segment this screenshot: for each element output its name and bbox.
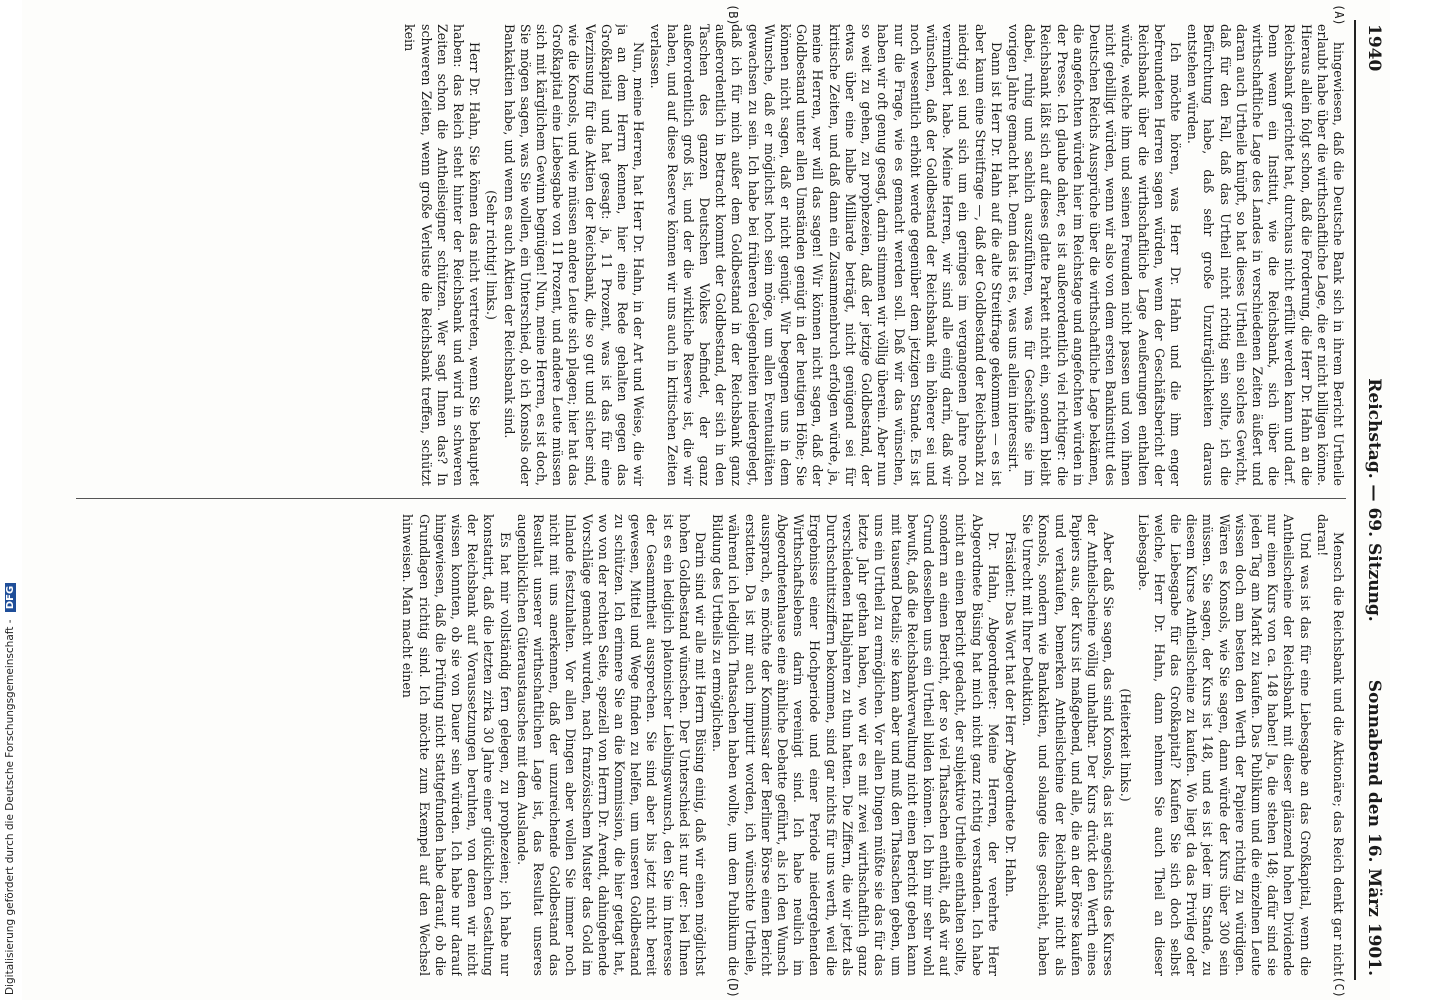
session-title: Reichstag. — 69. Sitzung. [1364,378,1384,622]
credit-text: Digitalisierung gefördert durch die Deutsche Forschungsgemeinschaft - [4,619,16,995]
page-content [65,4,1390,998]
paragraph: hingewiesen, daß die Deutsche Bank sich in ihrem Bericht Urtheile erlaubt habe über die wirthschaftliche Lage, die er nicht billigen könne. Hieraus allein folgt schon, daß die Forderung, die Herr Dr. Hahn an die Reichsbank gerichtet hat, durchaus nicht erfüllt werden kann und darf. Denn wenn ein Institut, wie die Reichsbank, sich über die wirthschaftliche Lage des Landes in verschiedenen Zeiten äußert und daran auch Urtheile knüpft, so hat dieses Urtheil ein solches Gewicht, daß für den Fall, daß das Urtheil nicht richtig sein sollte, ich die Befürchtung habe, daß sehr große Unzuträglichkeiten daraus entstehen würden. [1185,24,1346,486]
margin-marker-a: (A) [1332,4,1346,26]
paragraph: Ich möchte hören, was Herr Dr. Hahn und die ihm enger befreundeten Herren sagen würden, wenn der Geschäftsbericht der Reichsbank über die wirthschaftliche Lage Aeußerungen enthalten würde, welche ihm und seinen Freunden nicht passen und von ihnen nicht gebilligt würden, wenn wir also von dem ersten Bankinstitut des Deutschen Reichs Aussprüche über die wirthschaftliche Lage bekämen, die angefochten würden hier im Reichstage und angefochten würden in der Presse. Ich glaube daher, es ist außerordentlich viel richtiger: die Reichsbank läßt sich auf dieses glatte Parkett nicht ein, sondern bleibt dabei, ruhig und sachlich auszuführen, was für Geschäfte sie im vorigen Jahre gemacht hat. Denn das ist es, was uns allein interessirt. [1005,24,1183,486]
dfg-logo-icon: DFG [5,583,16,612]
margin-marker-c: (C) [1332,976,1346,998]
speaker-announcement: Präsident: Das Wort hat der Herr Abgeordnete Dr. Hahn. [1002,532,1018,897]
paragraph: Aber daß Sie sagen, das sind Konsols, das ist angesichts des Kurses der Antheilscheine völlig unhaltbar. Der Kurs drückt den Werth eines Papiers aus, der Kurs ist maßgebend, und alle, die an der Börse kaufen und verkaufen, bemerken Antheilscheine der Reichsbank nicht als Konsols, sondern wie Bankaktien, und solange dies geschieht, haben Sie Unrecht mit Ihrer Deduktion. [1020,514,1117,976]
session-date: Sonnabend den 16. März 1901. [1364,679,1384,976]
page-header [1354,20,1390,980]
right-column [76,514,1346,976]
left-column [76,24,1346,486]
paragraph: Dann ist Herr Dr. Hahn auf die alte Streitfrage gekommen — es ist aber kaum eine Streitfrage —, daß der Goldbestand der Reichsbank zu niedrig sei und sich um ein geringes im vergangenen Jahre noch vermindert habe. Meine Herren, wir sind alle einig darin, daß wir wünschen, daß der Goldbestand der Reichsbank ein höherer sei und noch wesentlich erhöht werde gegenüber dem jetzigen Stande. Es ist nur die Frage, wie es gemacht werden soll. Daß wir das wünschen, haben wir oft genug gesagt, darin stimmen wir völlig überein. Aber nun so weit zu gehen, zu prophezeien, daß der jetzige Goldbestand, der etwas über eine halbe Milliarde beträgt, nicht genügend sei für kritische Zeiten, und daß dann ein Zusammenbruch erfolgen würde, ja, meine Herren, wer will das sagen! Wir können nicht sagen, daß der Goldbestand unter allen Umständen genügt in der heutigen Höhe; Sie können nicht sagen, daß er nicht genügt. Wir begegnen uns in dem Wunsche, daß er möglichst hoch sein möge, um allen Eventualitäten gewachsen zu sein. Ich habe bei früheren Gelegenheiten niedergelegt, daß ich für mich außer dem Goldbestand in der Reichsbank ganz außerordentlich in Betracht kommt der Goldbestand, der sich in den Taschen des ganzen Deutschen Volkes befindet, der ganz außerordentlich groß ist, und der die wirkliche Reserve ist, die wir haben, und auf diese Reserve können wir uns auch in kritischen Zeiten verlassen. [648,24,1004,486]
digitization-credit [0,0,22,1000]
paragraph: Es hat mir vollständig fern gelegen, zu prophezeien; ich habe nur konstatirt, daß die letzten zirka 30 Jahre einer glücklichen Gestaltung der Reichsbank auf Voraussetzungen beruhten, von denen wir nicht wissen konnten, ob sie von Dauer sein würden. Ich habe nur darauf hingewiesen, daß die Prüfung nicht stattgefunden habe darauf, ob die Grundlagen richtig sind. Ich möchte zum Exempel auf den Wechsel hinweisen. Man macht einen [400,514,513,976]
interjection: (Sehr richtig! links.) [484,190,500,320]
paragraph: Mensch die Reichsbank und die Aktionäre; das Reich denkt gar nicht daran! [1314,514,1346,976]
paragraph: Darin sind wir alle mit Herrn Büsing einig, daß wir einen möglichst hohen Goldbestand wünschen. Der Unterschied ist nur der: bei Ihnen ist es ein lediglich platonischer Lieblingswunsch, den Sie im Interesse der Gesammtheit aussprechen. Sie sind aber bis jetzt nicht bereit gewesen, Mittel und Wege finden zu helfen, um unseren Goldbestand zu schützen. Ich erinnere Sie an die Kommission, die hier getagt hat, wo von der rechten Seite, speziell von Herrn Dr. Arendt, dahingehende Vorschläge gemacht wurden, nach französischem Muster das Gold im Inlande festzuhalten. Vor allen Dingen aber wollen Sie immer noch nicht mit uns anerkennen, daß der unzureichende Goldbestand das Resultat unserer wirthschaftlichen Lage ist, das Resultat unseres augenblicklichen Güteraustausches mit dem Auslande. [514,514,709,976]
margin-marker-d: (D) [726,976,740,998]
margin-marker-b: (B) [726,4,740,26]
page-number: 1940 [1364,24,1384,72]
column-divider [76,498,1346,499]
interjection: (Heiterkeit links.) [1118,688,1134,802]
paragraph: Nun, meine Herren, hat Herr Dr. Hahn, in der Art und Weise, die wir ja an dem Herrn kennen, hier eine Rede gehalten gegen das Großkapital und hat gesagt: ja, 11 Prozent, was ist das für eine Verzinsung für die Aktien der Reichsbank, die so gut und sicher sind, wie die Konsols, und wie müssen andere Leute sich plagen; hier hat das Großkapital eine Liebesgabe von 11 Prozent, und andere Leute müssen sich mit kärglichem Gewinn begnügen! Nun, meine Herren, es ist doch, Sie mögen sagen, was Sie wollen, ein Unterschied, ob ich Konsols oder Bankaktien habe, und wenn es auch Aktien der Reichsbank sind. [501,24,647,486]
paragraph: Dr. Hahn, Abgeordneter: Meine Herren, der verehrte Herr Abgeordnete Büsing hat mich nicht ganz richtig verstanden. Ich habe nicht an einen Bericht gedacht, der subjektive Urtheile enthalten sollte, sondern an einen Bericht, der so viel Thatsachen enthält, daß wir auf Grund desselben uns ein Urtheil bilden können. Ich bin mir sehr wohl bewußt, daß die Reichsbankverwaltung nicht einen Bericht geben kann mit tausend Details; sie kann aber und muß den Thatsachen geben, um uns ein Urtheil zu ermöglichen. Vor allen Dingen müßte sie das für das letzte Jahr gethan haben, wo wir es mit zwei wirthschaftlich ganz verschiedenen Halbjahren zu thun hatten. Die Ziffern, die wir jetzt als Durchschnittsziffern bekommen, sind gar nichts für uns werth, weil die Ergebnisse einer Hochperiode und einer Periode niedergehenden Wirthschaftslebens darin vereinigt sind. Ich habe neulich im Abgeordnetenhause eine ähnliche Debatte geführt, als ich den Wunsch aussprach, es möchte der Kommissar der Berliner Börse einen Bericht erstatten. Da ist mir auch imputirt worden, ich wünschte Urtheile, während ich lediglich Thatsachen haben wollte, um dem Publikum die Bildung des Urtheils zu ermöglichen. [710,514,1001,976]
paragraph: Und was ist das für eine Liebesgabe an das Großkapital, wenn die Antheilscheine der Reichsbank mit dieser glänzend hohen Dividende nur einen Kurs von ca. 148 haben! Ja, die stehen 148; dafür sind sie jeden Tag am Markt zu kaufen. Das Publikum und die einzelnen Leute wissen doch am besten den Werth der Papiere richtig zu würdigen. Wären es Konsols, wie Sie sagen, dann würde der Kurs über 300 sein müssen. Sie sagen, der Kurs ist 148, und es ist jeder im Stande, zu diesem Kurse Antheilscheine zu kaufen. Wo liegt da das Privileg oder die Liebesgabe für das Großkapital? Kaufen Sie sich doch selbst welche, Herr Dr. Hahn, dann nehmen Sie auch Theil an dieser Liebesgabe. [1135,514,1313,976]
paragraph: Herr Dr. Hahn, Sie können das nicht vertreten, wenn Sie behauptet haben: das Reich steht hinter der Reichsbank und wird in schweren Zeiten schon die Antheilseigner schützen. Wer sagt Ihnen das? In schweren Zeiten, wenn große Verluste die Reichsbank treffen, schützt kein [402,24,483,486]
